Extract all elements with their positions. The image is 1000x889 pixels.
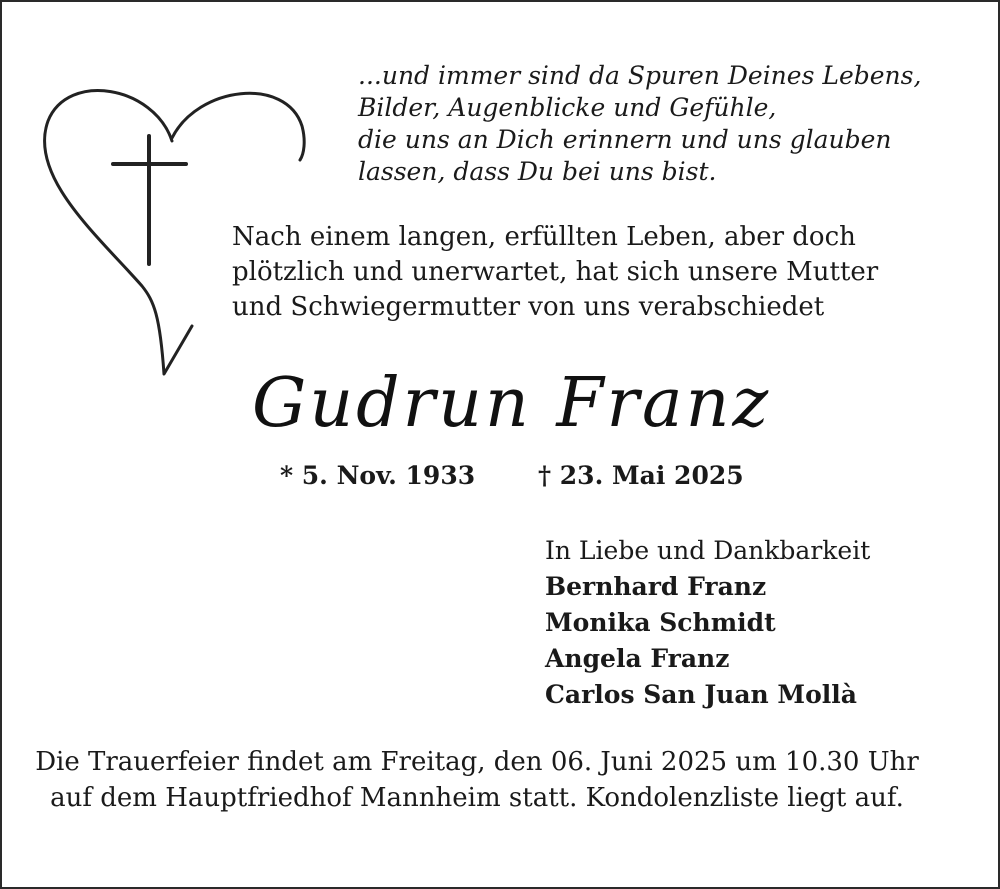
deceased-name: Gudrun Franz	[252, 364, 772, 443]
birth-date: * 5. Nov. 1933	[280, 461, 476, 490]
poem-line: Bilder, Augenblicke und Gefühle,	[358, 93, 777, 122]
announcement-line: Nach einem langen, erfüllten Leben, aber doch	[232, 222, 856, 252]
mourners-intro: In Liebe und Dankbarkeit	[545, 536, 871, 565]
mourner-name: Angela Franz	[545, 644, 730, 673]
poem-line: ...und immer sind da Spuren Deines Lebens,	[358, 61, 922, 90]
heart-outline	[44, 91, 192, 374]
announcement-line: und Schwiegermutter von uns verabschiedet	[232, 292, 825, 322]
poem-line: lassen, dass Du bei uns bist.	[358, 157, 717, 186]
mourner-name: Carlos San Juan Mollà	[545, 680, 857, 709]
poem-quote	[358, 60, 978, 188]
funeral-service-info	[2, 744, 952, 816]
announcement-text	[232, 220, 932, 325]
announcement-line: plötzlich und unerwartet, hat sich unsere Mutter	[232, 257, 879, 287]
mourner-name: Monika Schmidt	[545, 608, 776, 637]
heart-right-lobe	[172, 93, 304, 160]
mourner-name: Bernhard Franz	[545, 572, 767, 601]
poem-line: die uns an Dich erinnern und uns glauben	[358, 125, 892, 154]
mourners-block	[545, 533, 975, 713]
death-date: † 23. Mai 2025	[538, 461, 744, 490]
service-line: Die Trauerfeier findet am Freitag, den 06. Juni 2025 um 10.30 Uhr	[35, 747, 919, 777]
service-line: auf dem Hauptfriedhof Mannheim statt. Kondolenzliste liegt auf.	[50, 783, 904, 813]
